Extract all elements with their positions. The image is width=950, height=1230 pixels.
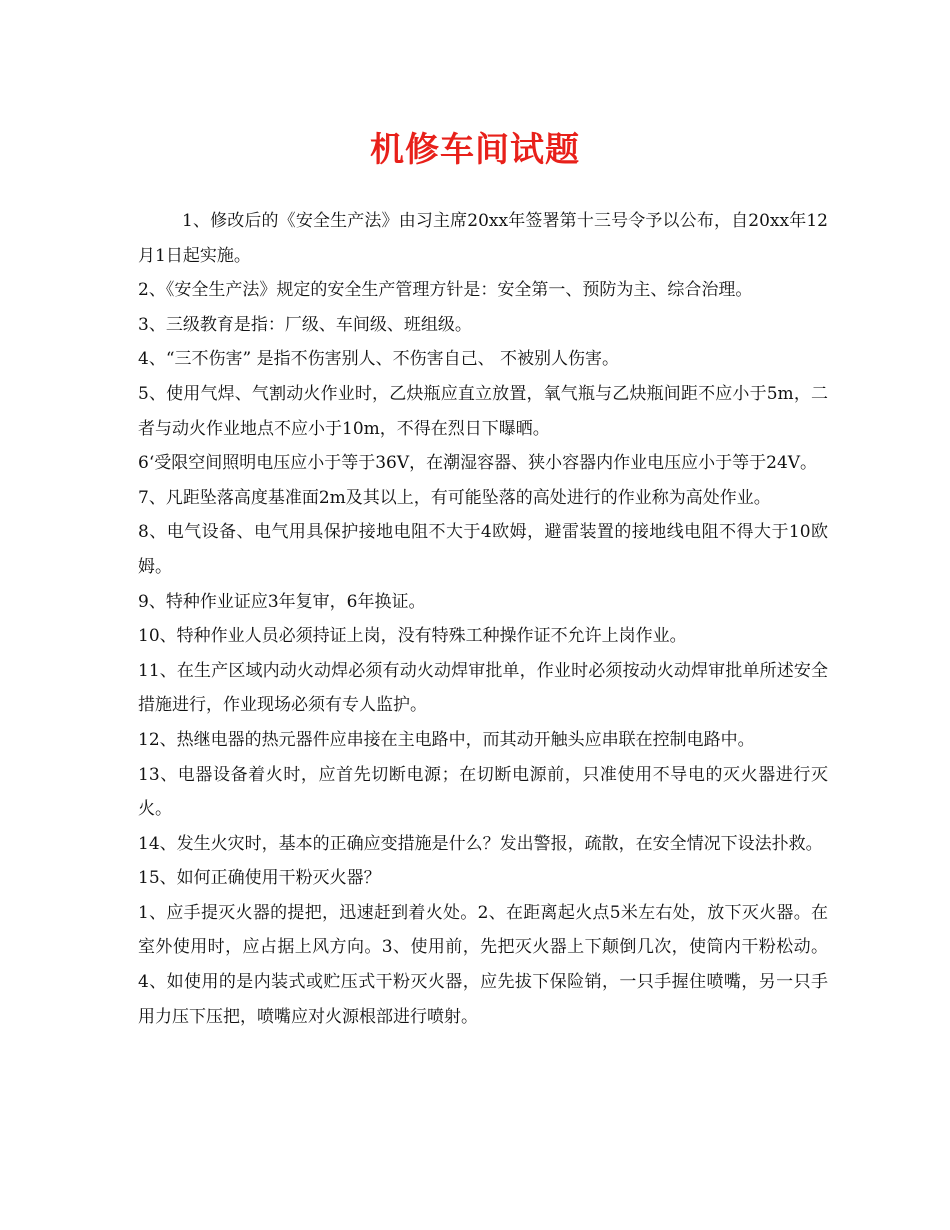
paragraph-10: 10、特种作业人员必须持证上岗，没有特殊工种操作证不允许上岗作业。	[138, 626, 687, 647]
paragraph-11: 11、在生产区域内动火动焊必须有动火动焊审批单，作业时必须按动火动焊审批单所述安全措施进行，作业现场必须有专人监护。	[138, 660, 828, 716]
paragraph-7: 7、凡距坠落高度基准面2m及其以上，有可能坠落的高处进行的作业称为高处作业。	[138, 487, 771, 508]
paragraph-3: 3、三级教育是指：厂级、车间级、班组级。	[138, 314, 472, 335]
paragraph-15: 15、如何正确使用干粉灭火器？	[138, 868, 381, 889]
paragraph-16: 1、应手提灭火器的提把，迅速赶到着火处。2、在距离起火点5米左右处，放下灭火器。在室外使用时，应占据上风方向。3、使用前，先把灭火器上下颠倒几次，使筒内干粉松动。4、如使用的是内装式或贮压式干粉灭火器，应先拔下保险销，一只手握住喷嘴，另一只手用力压下压把，喷嘴应对火源根部进行喷射。	[138, 902, 828, 1027]
paragraph-5: 5、使用气焊、气割动火作业时，乙炔瓶应直立放置，氧气瓶与乙炔瓶间距不应小于5m，二者与动火作业地点不应小于10m，不得在烈日下曝晒。	[138, 383, 828, 439]
paragraph-13: 13、电器设备着火时，应首先切断电源；在切断电源前，只准使用不导电的灭火器进行灭火。	[138, 764, 828, 820]
document-title: 机修车间试题	[370, 130, 580, 170]
paragraph-6: 6‘受限空间照明电压应小于等于36V，在潮湿容器、狭小容器内作业电压应小于等于24V。	[138, 453, 818, 474]
paragraph-14: 14、发生火灾时，基本的正确应变措施是什么？发出警报，疏散，在安全情况下设法扑救。	[138, 833, 823, 854]
document-body	[138, 204, 828, 1034]
paragraph-12: 12、热继电器的热元器件应串接在主电路中，而其动开触头应串联在控制电路中。	[138, 729, 755, 750]
paragraph-2: 2、《安全生产法》规定的安全生产管理方针是：安全第一、预防为主、综合治理。	[138, 280, 753, 301]
paragraph-9: 9、特种作业证应3年复审，6年换证。	[138, 591, 426, 612]
paragraph-1: 1、修改后的《安全生产法》由习主席20xx年签署第十三号令予以公布，自20xx年12月1日起实施。	[138, 211, 828, 266]
paragraph-8: 8、电气设备、电气用具保护接地电阻不大于4欧姆，避雷装置的接地线电阻不得大于10欧姆。	[138, 522, 828, 577]
paragraph-4: 4、“三不伤害” 是指不伤害别人、不伤害自己、 不被别人伤害。	[138, 349, 620, 370]
